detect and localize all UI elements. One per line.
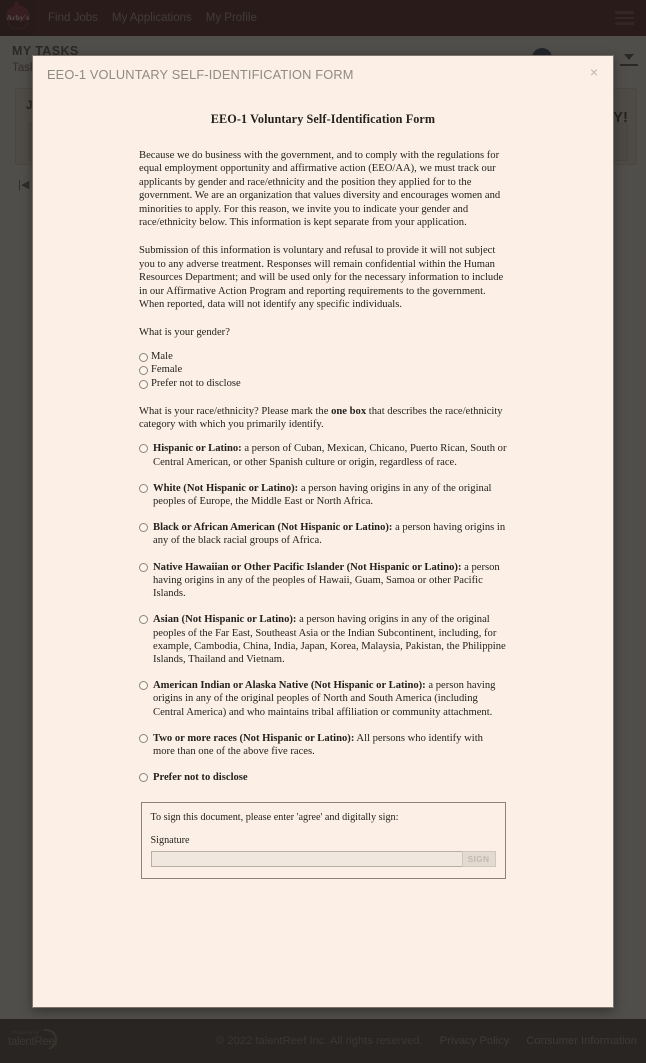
gender-option-label: Male: [151, 350, 173, 362]
race-option-label: Native Hawaiian or Other Pacific Islander (Not Hispanic or Latino):: [153, 561, 462, 573]
radio-icon[interactable]: [139, 563, 148, 572]
race-option-label: Two or more races (Not Hispanic or Latino):: [153, 732, 355, 744]
radio-icon[interactable]: [139, 380, 148, 389]
race-option-description: a person of Cuban, Mexican, Chicano, Puerto Rican, South or Central American, or other Spanish culture or origin, regardless of race.: [153, 443, 507, 468]
race-option-white[interactable]: [139, 482, 507, 508]
radio-icon[interactable]: [139, 353, 148, 362]
race-option-label: Black or African American (Not Hispanic or Latino):: [153, 522, 393, 534]
signature-section: [141, 802, 506, 879]
race-option-label: Hispanic or Latino:: [153, 443, 242, 455]
gender-option-label: Prefer not to disclose: [151, 378, 241, 390]
race-question-emphasis: one box: [331, 405, 367, 417]
modal-title: EEO-1 VOLUNTARY SELF-IDENTIFICATION FORM: [47, 66, 354, 82]
race-question-pre: What is your race/ethnicity? Please mark the: [139, 405, 332, 417]
race-option-native-hawaiian-or-pacific-islander[interactable]: [139, 561, 507, 601]
radio-icon[interactable]: [139, 523, 148, 532]
radio-icon[interactable]: [139, 366, 148, 375]
race-option-asian[interactable]: [139, 613, 507, 666]
radio-icon[interactable]: [139, 444, 148, 453]
radio-icon[interactable]: [139, 773, 148, 782]
intro-paragraph-2: Submission of this information is voluntary and refusal to provide it will not subject you to any adverse treatment. Responses will remain confidential within the Human Resources Department; and will be used only for the necessary information to include in our Affirmative Action Program and reporting requirements to the government. When reported, data will not identify any specific individuals.: [139, 245, 504, 311]
signature-instruction: To sign this document, please enter 'agree' and digitally sign:: [150, 812, 399, 824]
race-option-description: All persons who identify with more than one of the above five races.: [153, 732, 483, 757]
signature-label: Signature: [150, 835, 190, 847]
race-option-prefer-not-to-disclose[interactable]: [139, 771, 507, 784]
race-option-hispanic-or-latino[interactable]: [139, 442, 507, 468]
race-option-label: Asian (Not Hispanic or Latino):: [153, 614, 297, 626]
modal-body: [33, 92, 613, 879]
signature-row: [151, 851, 496, 867]
gender-option-male[interactable]: [139, 351, 507, 364]
radio-icon[interactable]: [139, 615, 148, 624]
race-option-description: a person having origins in any of the original peoples of Europe, the Middle East or North Africa.: [153, 482, 492, 508]
race-option-description: a person having origins in any of the original peoples of the Far East, Southeast Asia or the Indian Subcontinent, including, for example, Cambodia, China, India, Japan, Korea, Malaysia, Pakistan, the Philippine Islands, Thailand and Vietnam.: [153, 614, 506, 665]
gender-option-prefer-not-to-disclose[interactable]: [139, 378, 507, 391]
race-question-post: that describes the race/ethnicity category with which you primarily identify.: [139, 405, 503, 431]
eeo1-modal-dialog: [32, 55, 614, 1008]
modal-header: [33, 56, 613, 92]
race-options: [139, 442, 507, 784]
sign-button[interactable]: SIGN: [462, 851, 496, 867]
race-option-description: a person having origins in any of the black racial groups of Africa.: [153, 522, 506, 547]
gender-options: [139, 351, 507, 391]
race-question: [139, 405, 507, 432]
radio-icon[interactable]: [139, 484, 148, 493]
race-option-label: American Indian or Alaska Native (Not Hispanic or Latino):: [153, 680, 426, 692]
race-option-description: a person having origins in any of the original peoples of North and South America (including Central America) and who maintains tribal affiliation or community attachment.: [153, 680, 496, 718]
radio-icon[interactable]: [139, 681, 148, 690]
gender-option-label: Female: [151, 364, 183, 376]
race-option-description: a person having origins in any of the peoples of Hawaii, Guam, Samoa or other Pacific Islands.: [153, 561, 500, 600]
race-option-american-indian-or-alaska-native[interactable]: [139, 679, 507, 719]
eeo1-document: [139, 92, 507, 879]
race-option-label: White (Not Hispanic or Latino):: [153, 482, 299, 494]
gender-option-female[interactable]: [139, 364, 507, 377]
document-heading: EEO-1 Voluntary Self-Identification Form: [210, 112, 436, 126]
race-option-black-or-african-american[interactable]: [139, 521, 507, 547]
race-option-label: Prefer not to disclose: [153, 772, 248, 784]
intro-paragraph-1: Because we do business with the government, and to comply with the regulations for equal employment opportunity and affirmative action (EEO/AA), we must track our applicants by gender and race/ethnicity and the position they applied for to the government. We are an organization that values diversity and encourages women and minorities to apply. For this reason, we invite you to indicate your gender and race/ethnicity below. This information is kept separate from your application.: [139, 150, 501, 229]
close-icon[interactable]: ×: [586, 63, 602, 81]
radio-icon[interactable]: [139, 734, 148, 743]
signature-input[interactable]: [151, 851, 462, 867]
gender-question: What is your gender?: [139, 327, 230, 339]
race-option-two-or-more-races[interactable]: [139, 732, 507, 758]
